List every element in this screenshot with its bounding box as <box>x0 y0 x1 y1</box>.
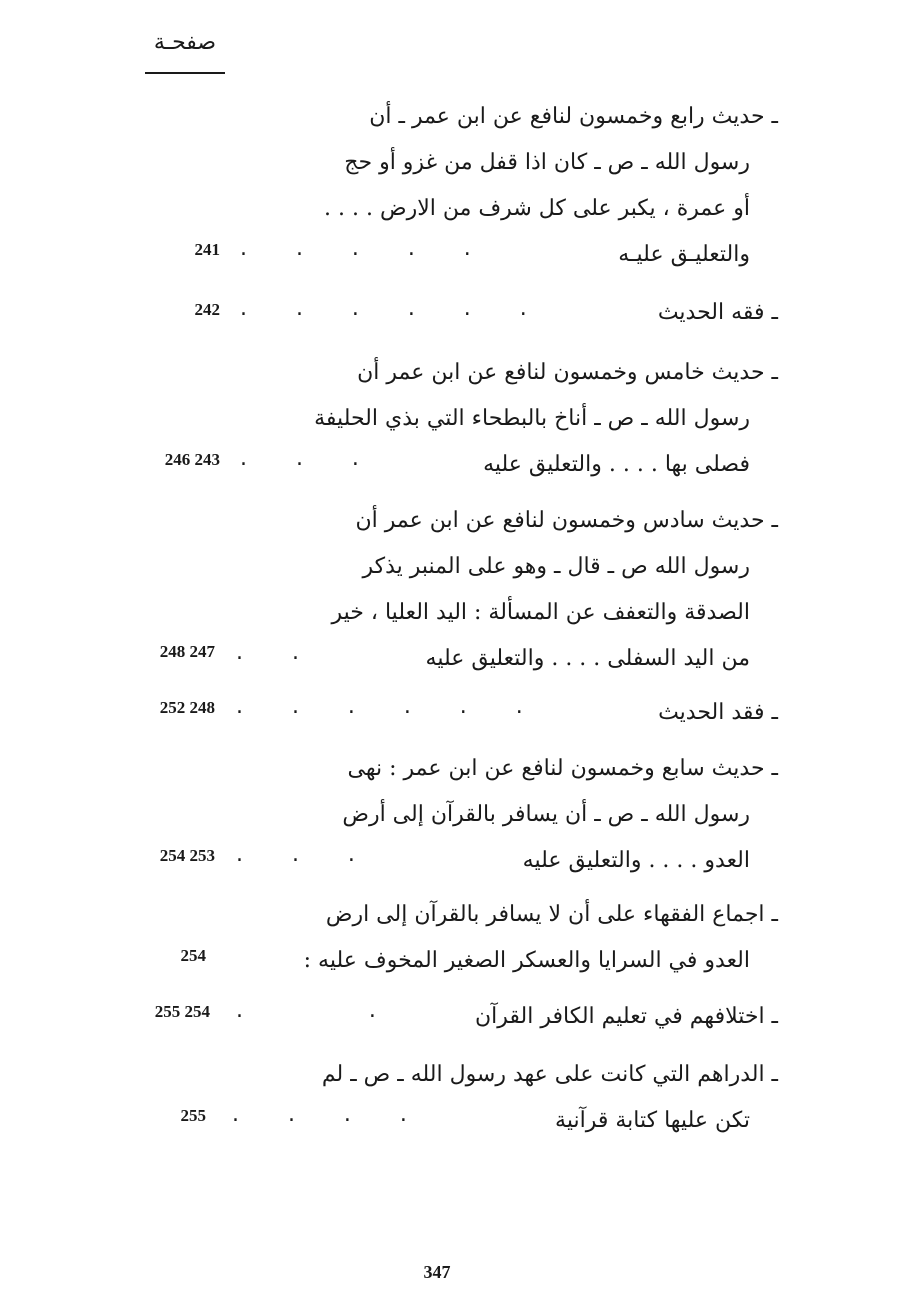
entry-line: تكن عليها كتابة قرآنية <box>555 1108 750 1133</box>
page-reference: 248 247 <box>159 642 215 661</box>
entry-line: رسول الله ـ ص ـ كان اذا قفل من غزو أو حج <box>344 150 750 175</box>
entry-line: ـ فقه الحديث <box>657 300 778 325</box>
leader-dots: . . <box>236 640 299 665</box>
entry-line: العدو . . . . والتعليق عليه <box>522 848 750 873</box>
page-reference: 246 243 <box>164 450 220 469</box>
header-underline <box>145 72 225 74</box>
page-reference: 241 <box>194 240 220 259</box>
entry-line: العدو في السرايا والعسكر الصغير المخوف عليه : <box>303 948 750 973</box>
leader-dots: . . . <box>240 446 359 471</box>
entry-line: ـ حديث سابع وخمسون لنافع عن ابن عمر : نهى <box>347 756 778 781</box>
page-reference: 252 248 <box>159 698 215 717</box>
entry-line: ـ حديث سادس وخمسون لنافع عن ابن عمر أن <box>355 508 778 533</box>
page-column-header: صفحـة <box>153 30 217 55</box>
page-reference: 255 254 <box>154 1002 210 1021</box>
page-reference: 254 253 <box>159 846 215 865</box>
entry-line: فصلى بها . . . . والتعليق عليه <box>483 452 750 477</box>
entry-line: ـ فقد الحديث <box>658 700 778 725</box>
page-reference: 254 <box>180 946 206 965</box>
page-reference: 242 <box>194 300 220 319</box>
leader-dots: . . . . <box>232 1102 407 1127</box>
entry-line: ـ حديث خامس وخمسون لنافع عن ابن عمر أن <box>357 360 778 385</box>
entry-line: رسول الله ـ ص ـ أن يسافر بالقرآن إلى أرض <box>342 802 750 827</box>
entry-line: رسول الله ص ـ قال ـ وهو على المنبر يذكر <box>362 554 750 579</box>
entry-line: رسول الله ـ ص ـ أناخ بالبطحاء التي بذي الحليفة <box>314 406 750 431</box>
entry-line: من اليد السفلى . . . . والتعليق عليه <box>425 646 750 671</box>
entry-line: أو عمرة ، يكبر على كل شرف من الارض . . . . <box>324 196 750 221</box>
entry-line: ـ اجماع الفقهاء على أن لا يسافر بالقرآن إلى ارض <box>325 902 778 927</box>
leader-dots: . . <box>236 998 376 1023</box>
page-number: 347 <box>423 1262 451 1282</box>
page-reference: 255 <box>180 1106 206 1125</box>
leader-dots: . . . . . . <box>240 296 527 321</box>
leader-dots: . . . <box>236 842 355 867</box>
entry-line: ـ اختلافهم في تعليم الكافر القرآن <box>474 1004 778 1029</box>
entry-line: ـ حديث رابع وخمسون لنافع عن ابن عمر ـ أن <box>369 104 778 129</box>
leader-dots: . . . . . <box>240 236 471 261</box>
entry-line: ـ الدراهم التي كانت على عهد رسول الله ـ ص ـ لم <box>321 1062 778 1087</box>
entry-line: والتعليـق عليـه <box>618 242 750 267</box>
entry-line: الصدقة والتعفف عن المسألة : اليد العليا ، خير <box>331 600 750 625</box>
leader-dots: . . . . . . <box>236 694 523 719</box>
